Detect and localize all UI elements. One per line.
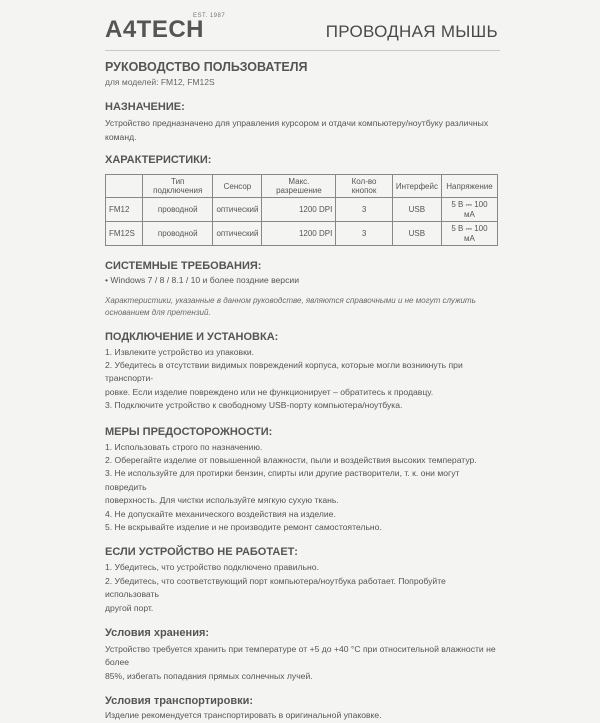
storage-list [105,643,500,683]
specs-col-header: Тип подключения [143,175,213,198]
specs-heading: ХАРАКТЕРИСТИКИ: [105,154,212,166]
table-cell: оптический [213,198,262,222]
precautions-list [105,441,500,535]
specs-col-header: Макс. разрешение [262,175,336,198]
page-header [105,12,500,51]
list-item: 2. Убедитесь в отсутствии видимых повреждений корпуса, которые могли возникнуть при транспорти- [105,359,463,384]
list-item: 3. Не используйте для протирки бензин, спирты или другие растворители, т. к. они могут повредить [105,468,460,492]
list-item: ровке. Если изделие повреждено или не функционирует – обратитесь к продавцу. [105,386,434,397]
manual-content [105,58,500,723]
trouble-heading: ЕСЛИ УСТРОЙСТВО НЕ РАБОТАЕТ: [105,546,298,559]
list-item: поверхность. Для чистки используйте мягкую сухую ткань. [105,495,339,506]
list-item: 2. Оберегайте изделие от повышенной влажности, пыли и воздействия высоких температур. [105,454,477,465]
brand-established: EST. 1987 [193,13,226,19]
connect-list [105,346,500,413]
specs-table [105,174,498,246]
list-item: 1. Извлеките устройство из упаковки. [105,346,255,357]
table-cell: 5 В ⎓ 100 мА [441,222,497,246]
list-item: 5. Не вскрывайте изделие и не производите ремонт самостоятельно. [105,521,382,532]
list-item: 3. Подключите устройство к свободному USB-порту компьютера/ноутбука. [105,400,403,411]
system-item: • Windows 7 / 8 / 8.1 / 10 и более поздние версии [105,275,299,285]
manual-models: для моделей: FM12, FM12S [105,77,215,87]
specs-col-header: Кол-во кнопок [336,175,393,198]
system-heading: СИСТЕМНЫЕ ТРЕБОВАНИЯ: [105,260,262,272]
table-cell: оптический [213,222,262,246]
specs-col-header: Сенсор [213,175,262,198]
storage-text: Устройство требуется хранить при температуре от +5 до +40 °С при относительной влажности не более [105,644,496,668]
precautions-heading: МЕРЫ ПРЕДОСТОРОЖНОСТИ: [105,425,273,438]
table-cell: проводной [143,198,213,222]
table-row [106,222,498,246]
list-item: 4. Не допускайте механического воздействия на изделие. [105,508,336,519]
specs-col-header: Интерфейс [392,175,441,198]
specs-header-row [106,175,498,198]
storage-text: 85%, избегать попадания прямых солнечных лучей. [105,670,313,681]
table-cell: 3 [336,222,393,246]
brand-name: A4TECH [105,16,205,43]
connect-heading: ПОДКЛЮЧЕНИЕ И УСТАНОВКА: [105,330,279,343]
list-item: 1. Убедитесь, что устройство подключено правильно. [105,562,319,573]
table-cell: 1200 DPI [262,198,336,222]
storage-heading: Условия хранения: [105,627,210,639]
list-item: 2. Убедитесь, что соответствующий порт компьютера/ноутбука работает. Попробуйте использовать [105,575,446,600]
specs-col-header: Напряжение [441,175,497,198]
table-cell: FM12 [106,198,143,222]
purpose-text: Устройство предназначено для управления курсором и отдачи компьютеру/ноутбуку различных команд. [105,118,489,142]
table-cell: 3 [336,198,393,222]
table-cell: USB [392,198,441,222]
table-row [106,198,498,222]
specs-col-header [106,175,143,198]
brand-logo [105,16,204,44]
table-cell: FM12S [106,222,143,246]
table-cell: 1200 DPI [262,222,336,246]
table-cell: проводной [143,222,213,246]
transport-text: Изделие рекомендуется транспортировать в оригинальной упаковке. [105,710,382,721]
manual-title: РУКОВОДСТВО ПОЛЬЗОВАТЕЛЯ [105,60,308,74]
purpose-heading: НАЗНАЧЕНИЕ: [105,101,185,113]
product-title: ПРОВОДНАЯ МЫШЬ [325,22,498,41]
table-cell: 5 В ⎓ 100 мА [441,198,497,222]
list-item: 1. Использовать строго по назначению. [105,441,263,452]
table-cell: USB [392,222,441,246]
list-item: другой порт. [105,602,154,613]
transport-heading: Условия транспортировки: [105,695,254,708]
trouble-list [105,561,500,615]
disclaimer-note: Характеристики, указанные в данном руководстве, являются справочными и не могут служить основанием для претензий. [105,295,476,317]
